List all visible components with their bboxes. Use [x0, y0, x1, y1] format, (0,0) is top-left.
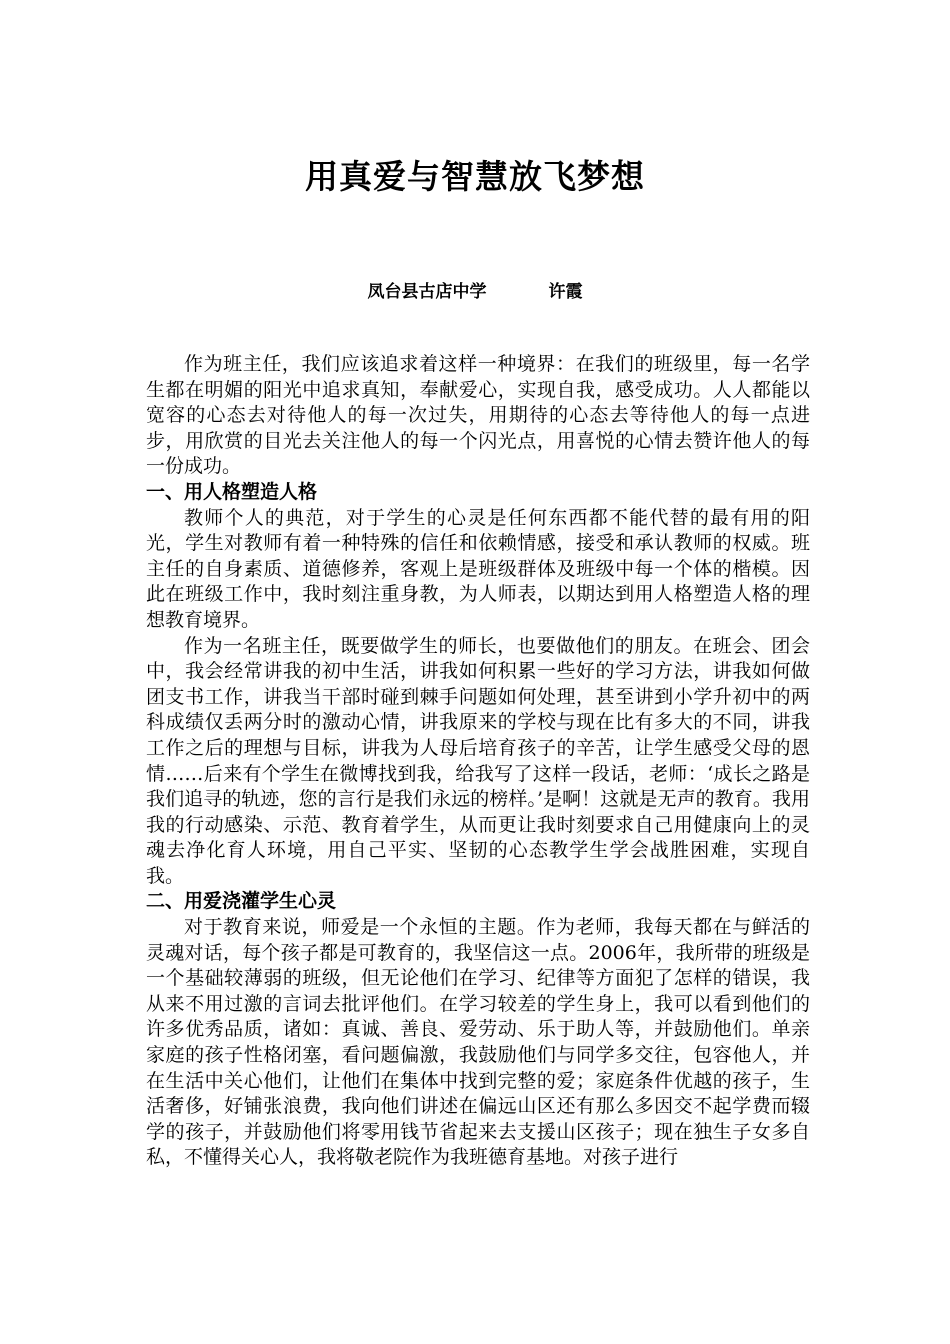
- byline: [0, 279, 950, 305]
- section-heading-2: 二、用爱浇灌学生心灵: [146, 890, 337, 913]
- document-title: 用真爱与智慧放飞梦想: [305, 157, 645, 196]
- paragraph-1-2: 作为一名班主任，既要做学生的师长，也要做他们的朋友。在班会、团会中，我会经常讲我的初中生活，讲我如何积累一些好的学习方法，讲我如何做团支书工作，讲我当干部时碰到棘手问题如何处理，甚至讲到小学升初中的两科成绩仅丢两分时的激动心情，讲我原来的学校与现在比有多大的不同，讲我工作之后的理想与目标，讲我为人母后培育孩子的辛苦，让学生感受父母的恩情……后来有个学生在微博找到我，给我写了这样一段话，老师：‘成长之路是我们追寻的轨迹，您的言行是我们永远的榜样。’是啊！这就是无声的教育。我用我的行动感染、示范、教育着学生，从而更让我时刻要求自己用健康向上的灵魂去净化育人环境，用自己平实、坚韧的心态教学生学会战胜困难，实现自我。: [146, 634, 810, 887]
- paragraph-intro: 作为班主任，我们应该追求着这样一种境界：在我们的班级里，每一名学生都在明媚的阳光中追求真知，奉献爱心，实现自我，感受成功。人人都能以宽容的心态去对待他人的每一次过失，用期待的心态去等待他人的每一点进步，用欣赏的目光去关注他人的每一个闪光点，用喜悦的心情去赞许他人的每一份成功。: [146, 353, 810, 478]
- paragraph-2-1: 对于教育来说，师爱是一个永恒的主题。作为老师，我每天都在与鲜活的灵魂对话，每个孩子都是可教育的，我坚信这一点。2006年，我所带的班级是一个基础较薄弱的班级，但无论他们在学习、纪律等方面犯了怎样的错误，我从来不用过激的言词去批评他们。在学习较差的学生身上，我可以看到他们的许多优秀品质，诸如：真诚、善良、爱劳动、乐于助人等，并鼓励他们。单亲家庭的孩子性格闭塞，看问题偏激，我鼓励他们与同学多交往，包容他人，并在生活中关心他们，让他们在集体中找到完整的爱；家庭条件优越的孩子，生活奢侈，好铺张浪费，我向他们讲述在偏远山区还有那么多因交不起学费而辍学的孩子，并鼓励他们将零用钱节省起来去支援山区孩子；现在独生子女多自私，不懂得关心人，我将敬老院作为我班德育基地。对孩子进行: [146, 916, 810, 1169]
- section-heading-1: 一、用人格塑造人格: [146, 480, 318, 503]
- document-body: [146, 352, 810, 1171]
- school-name: 凤台县古店中学: [367, 282, 487, 302]
- author-name: 许霞: [548, 282, 583, 302]
- paragraph-1-1: 教师个人的典范，对于学生的心灵是任何东西都不能代替的最有用的阳光，学生对教师有着一种特殊的信任和依赖情感，接受和承认教师的权威。班主任的自身素质、道德修养，客观上是班级群体及班级中每一个体的楷模。因此在班级工作中，我时刻注重身教，为人师表，以期达到用人格塑造人格的理想教育境界。: [146, 506, 810, 631]
